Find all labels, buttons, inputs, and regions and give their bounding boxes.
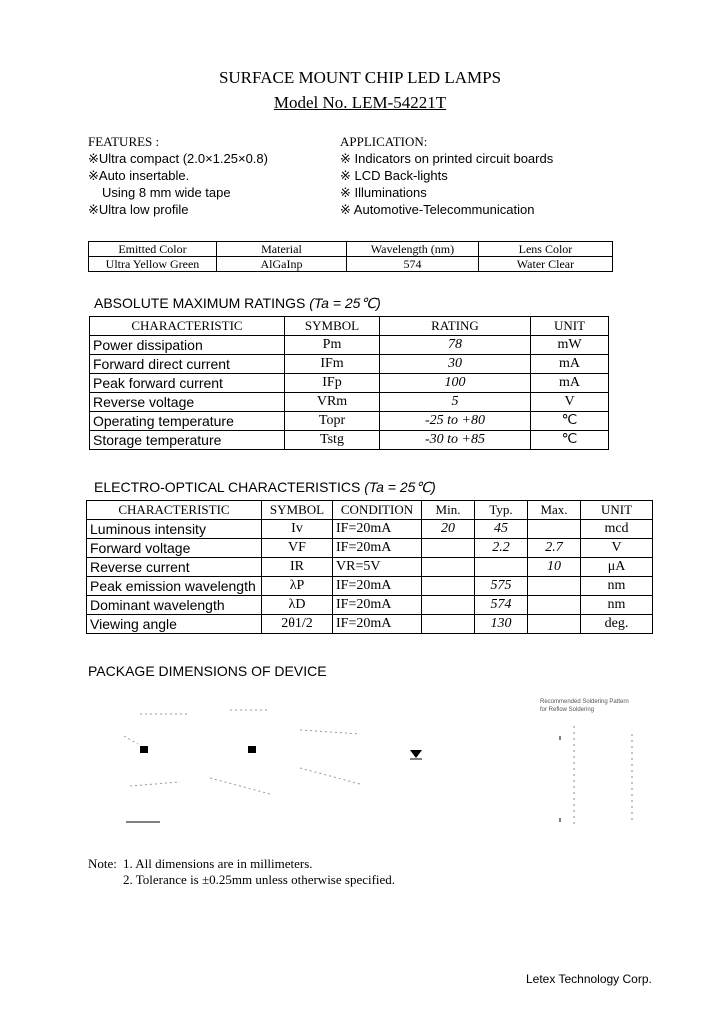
table-cell: mA [531, 374, 609, 393]
table-cell: Dominant wavelength [87, 596, 262, 615]
table-cell: 10 [528, 558, 581, 577]
table-header-row [89, 242, 613, 257]
notes-label: Note: [88, 856, 117, 871]
table-cell: Topr [285, 412, 380, 431]
table-cell: 45 [475, 520, 528, 539]
note-item: 2. Tolerance is ±0.25mm unless otherwise specified. [123, 872, 396, 887]
table-cell: λD [262, 596, 333, 615]
table-cell: mW [531, 336, 609, 355]
table-cell: -25 to +80 [380, 412, 531, 431]
table-cell: VRm [285, 393, 380, 412]
table-header-cell: Min. [422, 501, 475, 520]
table-cell: IFm [285, 355, 380, 374]
application-heading: APPLICATION: [340, 134, 428, 149]
table-row [90, 393, 609, 412]
table-header-cell: UNIT [581, 501, 653, 520]
table-cell [528, 615, 581, 634]
electro-heading: ELECTRO-OPTICAL CHARACTERISTICS [94, 479, 361, 495]
table-row [87, 615, 653, 634]
table-cell: VF [262, 539, 333, 558]
table-cell: Tstg [285, 431, 380, 450]
application-block [340, 134, 640, 218]
table-cell: Reverse voltage [90, 393, 285, 412]
table-cell: Peak forward current [90, 374, 285, 393]
table-cell: nm [581, 596, 653, 615]
table-cell: deg. [581, 615, 653, 634]
table-cell: AlGaInp [216, 257, 346, 272]
features-block [88, 134, 338, 218]
table-cell [422, 539, 475, 558]
table-cell: ℃ [531, 431, 609, 450]
table-cell: 5 [380, 393, 531, 412]
table-cell: Power dissipation [90, 336, 285, 355]
table-cell: nm [581, 577, 653, 596]
table-cell: Peak emission wavelength [87, 577, 262, 596]
table-cell [528, 577, 581, 596]
electro-title [94, 479, 436, 496]
application-item: ※ Indicators on printed circuit boards [340, 151, 554, 166]
table-cell: Pm [285, 336, 380, 355]
table-header-row [90, 317, 609, 336]
table-header-cell: Typ. [475, 501, 528, 520]
table-cell: Viewing angle [87, 615, 262, 634]
table-header-cell: Wavelength (nm) [346, 242, 478, 257]
table-cell: 20 [422, 520, 475, 539]
table-cell: 574 [475, 596, 528, 615]
table-cell: 130 [475, 615, 528, 634]
abs-max-heading: ABSOLUTE MAXIMUM RATINGS [94, 295, 306, 311]
table-header-row [87, 501, 653, 520]
table-cell: VR=5V [333, 558, 422, 577]
pad-shape [140, 746, 148, 753]
table-cell: Operating temperature [90, 412, 285, 431]
package-drawing [120, 698, 450, 828]
table-cell: Ultra Yellow Green [89, 257, 217, 272]
company-name: Letex Technology Corp. [526, 972, 652, 986]
electro-table [86, 500, 653, 634]
table-header-cell: CHARACTERISTIC [90, 317, 285, 336]
table-cell: 100 [380, 374, 531, 393]
table-cell: IF=20mA [333, 596, 422, 615]
table-cell: 574 [346, 257, 478, 272]
application-item: ※ Automotive-Telecommunication [340, 202, 535, 217]
table-cell [528, 520, 581, 539]
table-cell: Forward voltage [87, 539, 262, 558]
table-cell: λP [262, 577, 333, 596]
table-cell: V [581, 539, 653, 558]
feature-item: Using 8 mm wide tape [102, 185, 231, 200]
application-item: ※ Illuminations [340, 185, 427, 200]
note-item: 1. All dimensions are in millimeters. [123, 856, 313, 871]
pad-shape [248, 746, 256, 753]
abs-max-table [89, 316, 609, 450]
table-cell [422, 558, 475, 577]
table-cell: 30 [380, 355, 531, 374]
table-cell: IF=20mA [333, 520, 422, 539]
solder-caption: Recommended Soldering Pattern [540, 699, 629, 705]
table-row [87, 520, 653, 539]
application-item: ※ LCD Back-lights [340, 168, 448, 183]
table-header-cell: Max. [528, 501, 581, 520]
table-cell: V [531, 393, 609, 412]
package-title: PACKAGE DIMENSIONS OF DEVICE [88, 663, 327, 679]
table-cell: μA [581, 558, 653, 577]
solder-pattern-drawing [550, 720, 640, 830]
table-header-cell: CONDITION [333, 501, 422, 520]
table-cell: -30 to +85 [380, 431, 531, 450]
diode-symbol [410, 750, 422, 758]
table-row [90, 374, 609, 393]
table-row [90, 431, 609, 450]
table-cell: IF=20mA [333, 615, 422, 634]
table-cell [422, 577, 475, 596]
table-header-cell: CHARACTERISTIC [87, 501, 262, 520]
table-cell: mcd [581, 520, 653, 539]
table-row [87, 558, 653, 577]
table-row [89, 257, 613, 272]
table-cell: Forward direct current [90, 355, 285, 374]
table-header-cell: Lens Color [478, 242, 612, 257]
abs-max-condition: (Ta = 25℃) [309, 295, 381, 311]
table-header-cell: UNIT [531, 317, 609, 336]
table-cell: Reverse current [87, 558, 262, 577]
table-cell: IF=20mA [333, 539, 422, 558]
document-title: SURFACE MOUNT CHIP LED LAMPS [218, 68, 502, 87]
table-cell: IFp [285, 374, 380, 393]
table-cell: IR [262, 558, 333, 577]
table-row [87, 596, 653, 615]
table-cell: mA [531, 355, 609, 374]
table-header-cell: Material [216, 242, 346, 257]
table-cell: 2θ1/2 [262, 615, 333, 634]
table-cell [528, 596, 581, 615]
table-cell: Luminous intensity [87, 520, 262, 539]
features-heading: FEATURES : [88, 134, 160, 149]
table-row [90, 336, 609, 355]
table-cell [475, 558, 528, 577]
table-header-cell: Emitted Color [89, 242, 217, 257]
table-row [87, 577, 653, 596]
table-cell: Storage temperature [90, 431, 285, 450]
table-cell: 2.7 [528, 539, 581, 558]
table-row [87, 539, 653, 558]
table-cell: Iv [262, 520, 333, 539]
feature-item: ※Auto insertable. [88, 168, 190, 183]
table-header-cell: SYMBOL [285, 317, 380, 336]
table-cell: 2.2 [475, 539, 528, 558]
table-header-cell: RATING [380, 317, 531, 336]
table-row [90, 412, 609, 431]
feature-item: ※Ultra low profile [88, 202, 189, 217]
table-cell [422, 615, 475, 634]
table-cell [422, 596, 475, 615]
table-cell: Water Clear [478, 257, 612, 272]
table-row [90, 355, 609, 374]
solder-caption: for Reflow Soldering [540, 707, 595, 713]
feature-item: ※Ultra compact (2.0×1.25×0.8) [88, 151, 268, 166]
spec-table [88, 241, 613, 272]
table-header-cell: SYMBOL [262, 501, 333, 520]
table-cell: 78 [380, 336, 531, 355]
table-cell: IF=20mA [333, 577, 422, 596]
model-number: Model No. LEM-54221T [273, 93, 447, 112]
electro-condition: (Ta = 25℃) [364, 479, 436, 495]
table-cell: 575 [475, 577, 528, 596]
table-cell: ℃ [531, 412, 609, 431]
abs-max-title [94, 295, 381, 312]
